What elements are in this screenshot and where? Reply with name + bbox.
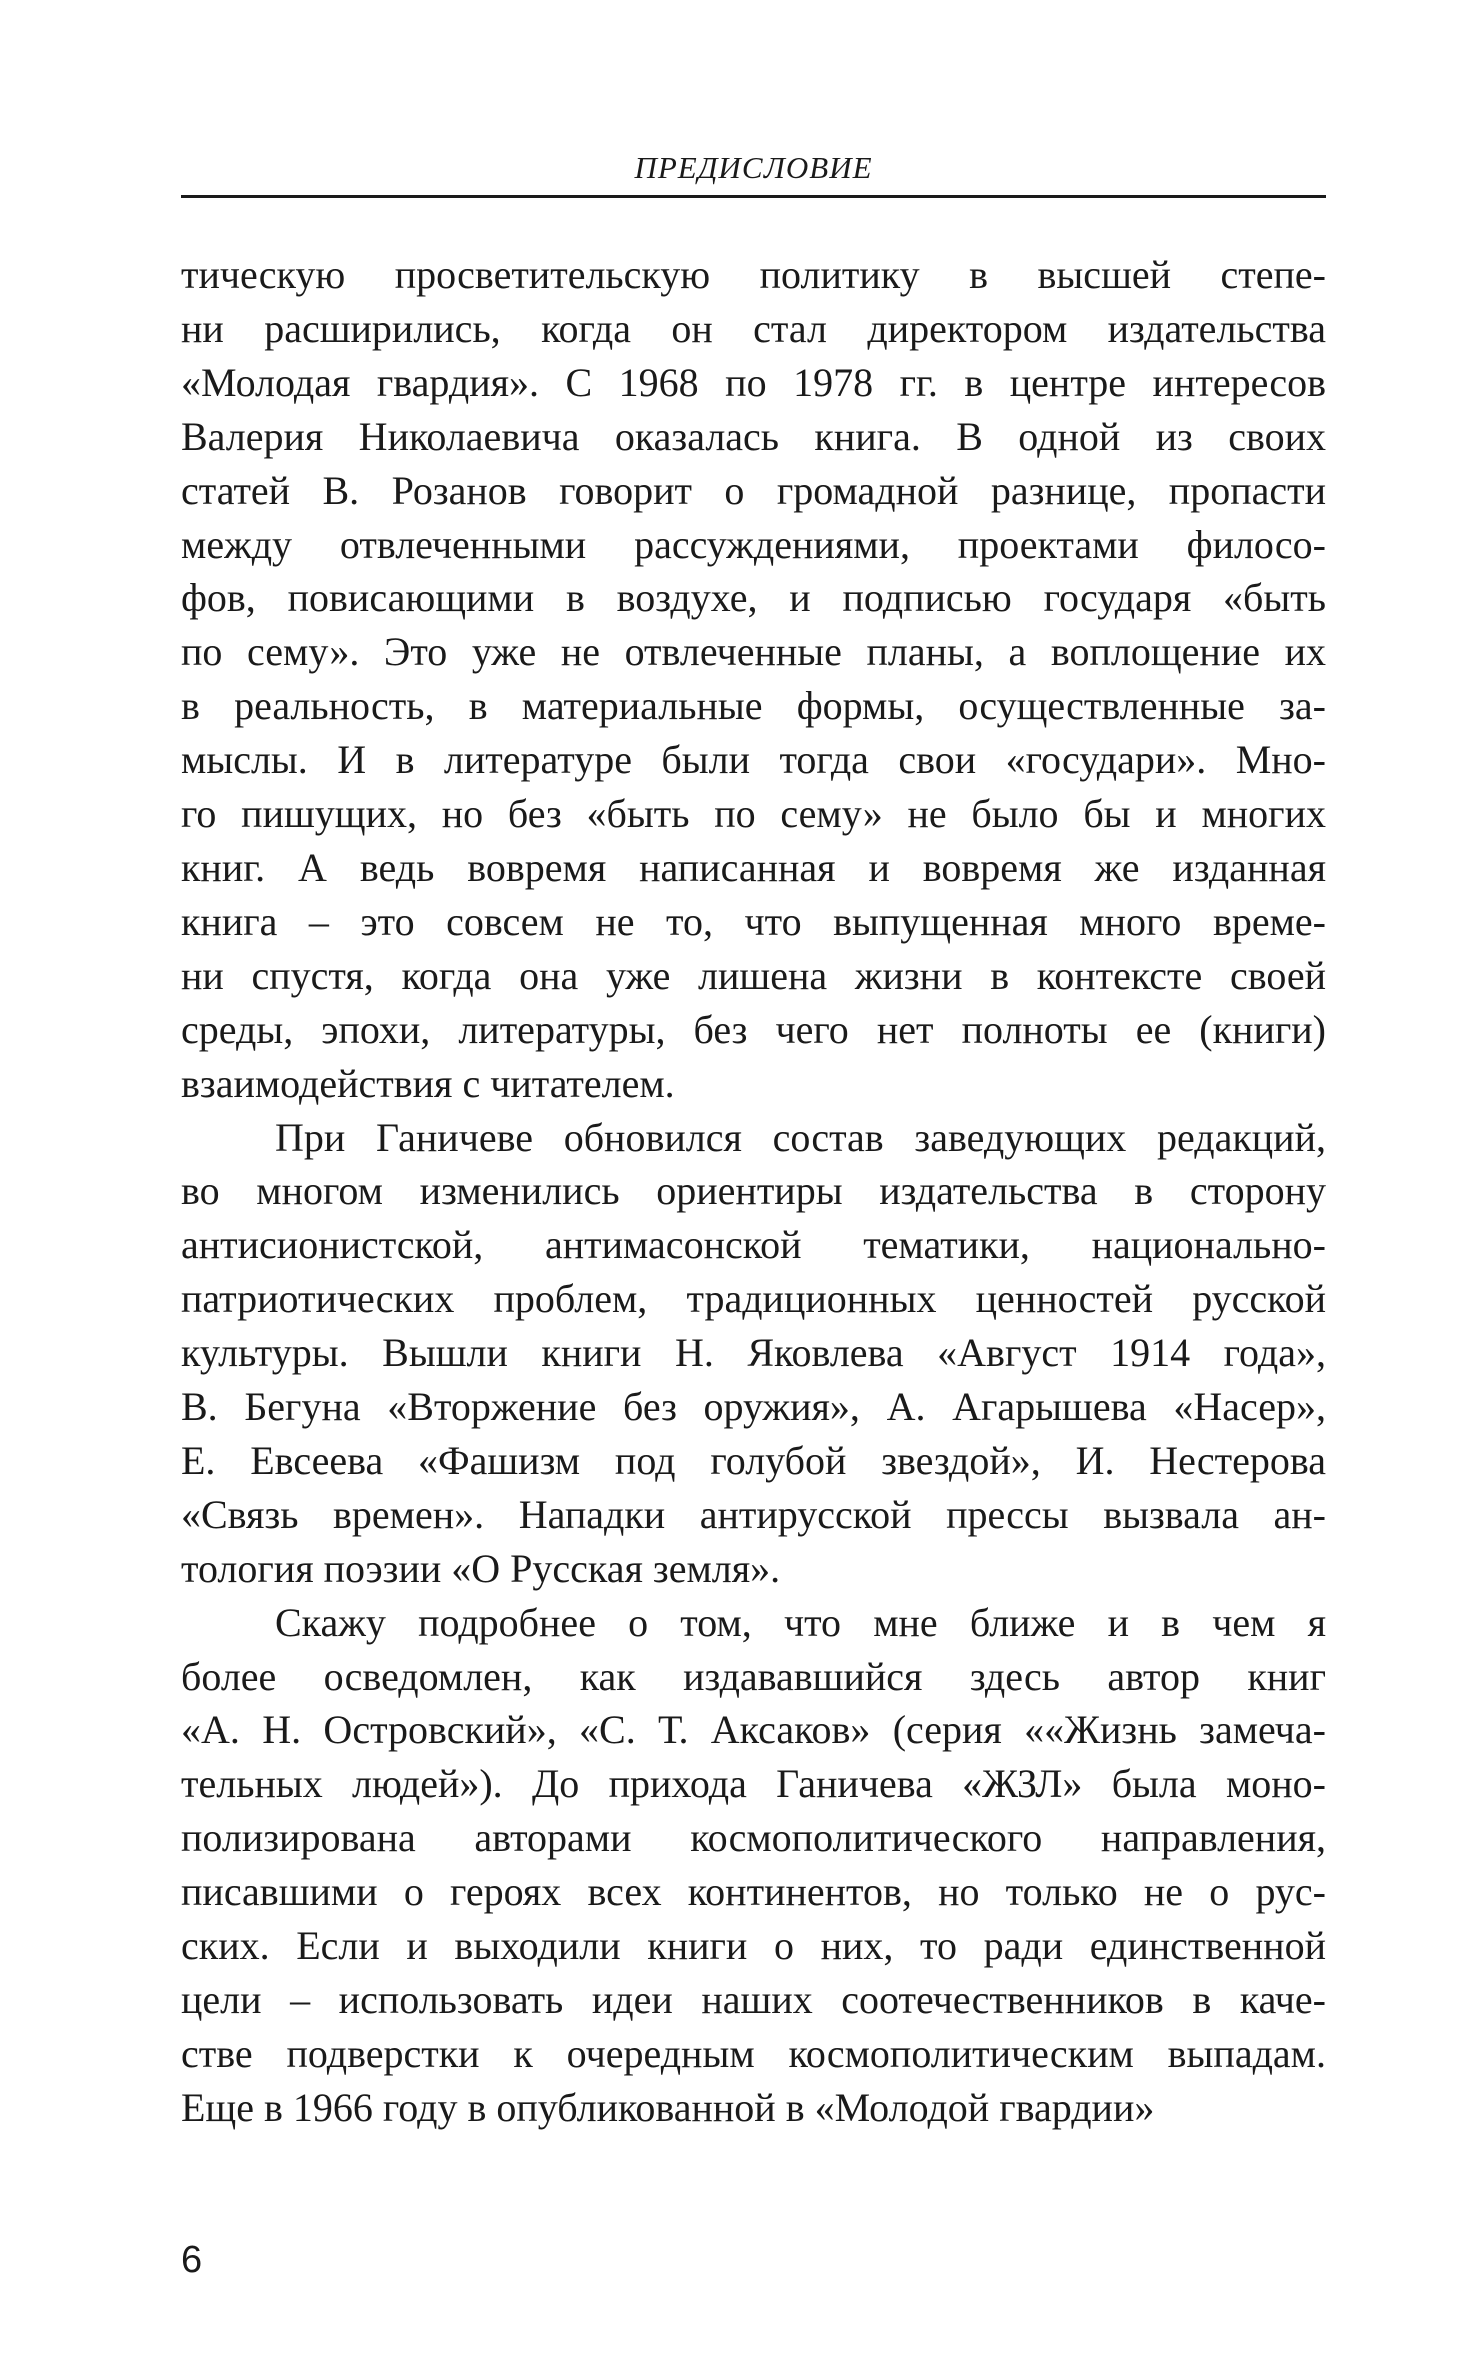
text-line: При Ганичеве обновился состав заведующих редакций, — [275, 1114, 1326, 1160]
text-line: по сему». Это уже не отвлеченные планы, а воплощение их — [181, 629, 1326, 675]
header-rule — [181, 195, 1326, 198]
text-line: В. Бегуна «Вторжение без оружия», А. Агарышева «Насер», — [181, 1384, 1326, 1430]
text-line: между отвлеченными рассуждениями, проектами филосо- — [181, 521, 1326, 567]
text-line: цели – использовать идеи наших соотечественников в каче- — [181, 1977, 1326, 2022]
text-line: тология поэзии «О Русская земля». — [181, 1545, 781, 1591]
paragraph — [181, 1596, 1326, 2135]
text-line: книга – это совсем не то, что выпущенная много време- — [181, 898, 1326, 944]
text-line: ни расширились, когда он стал директором издательства — [181, 305, 1326, 351]
text-line: фов, повисающими в воздухе, и подписью государя «быть — [181, 575, 1326, 621]
text-line: Е. Евсеева «Фашизм под голубой звездой», И. Нестерова — [181, 1437, 1326, 1483]
text-line: мыслы. И в литературе были тогда свои «государи». Мно- — [181, 737, 1326, 783]
text-line: Валерия Николаевича оказалась книга. В одной из своих — [181, 413, 1326, 459]
text-line: взаимодействия с читателем. — [181, 1060, 675, 1106]
text-line: более осведомлен, как издававшийся здесь автор книг — [181, 1653, 1326, 1699]
text-line: статей В. Розанов говорит о громадной разнице, пропасти — [181, 467, 1326, 513]
text-line: во многом изменились ориентиры издательства в сторону — [181, 1168, 1326, 1214]
text-line: тическую просветительскую политику в высшей степе- — [181, 252, 1326, 297]
text-line: писавшими о героях всех континентов, но только не о рус- — [181, 1869, 1326, 1915]
paragraph — [181, 1111, 1326, 1596]
text-line: Еще в 1966 году в опубликованной в «Молодой гвардии» — [181, 2084, 1155, 2130]
text-line: книг. А ведь вовремя написанная и вовремя же изданная — [181, 844, 1326, 890]
text-line: патриотических проблем, традиционных ценностей русской — [181, 1276, 1326, 1322]
text-line: ских. Если и выходили книги о них, то ради единственной — [181, 1923, 1326, 1969]
text-line: ни спустя, когда она уже лишена жизни в контексте своей — [181, 952, 1326, 998]
text-line: культуры. Вышли книги Н. Яковлева «Август 1914 года», — [181, 1330, 1326, 1376]
text-line: «Связь времен». Нападки антирусской прессы вызвала ан- — [181, 1491, 1326, 1537]
text-line: в реальность, в материальные формы, осуществленные за- — [181, 683, 1326, 729]
text-line: «Молодая гвардия». С 1968 по 1978 гг. в центре интересов — [181, 359, 1326, 405]
text-line: стве подверстки к очередным космополитическим выпадам. — [181, 2030, 1326, 2076]
text-line: среды, эпохи, литературы, без чего нет полноты ее (книги) — [181, 1006, 1326, 1052]
text-line: тельных людей»). До прихода Ганичева «ЖЗЛ» была моно- — [181, 1761, 1326, 1807]
text-line: Скажу подробнее о том, что мне ближе и в чем я — [275, 1599, 1326, 1645]
text-line: антисионистской, антимасонской тематики, национально- — [181, 1222, 1326, 1268]
running-head-title: ПРЕДИСЛОВИЕ — [634, 150, 873, 185]
page-number: 6 — [181, 2239, 203, 2281]
body-text — [181, 248, 1326, 2135]
paragraph — [181, 248, 1326, 1111]
text-line: го пишущих, но без «быть по сему» не было бы и многих — [181, 791, 1326, 837]
text-line: полизирована авторами космополитического направления, — [181, 1815, 1326, 1861]
text-line: «А. Н. Островский», «С. Т. Аксаков» (серия ««Жизнь замеча- — [181, 1707, 1326, 1753]
